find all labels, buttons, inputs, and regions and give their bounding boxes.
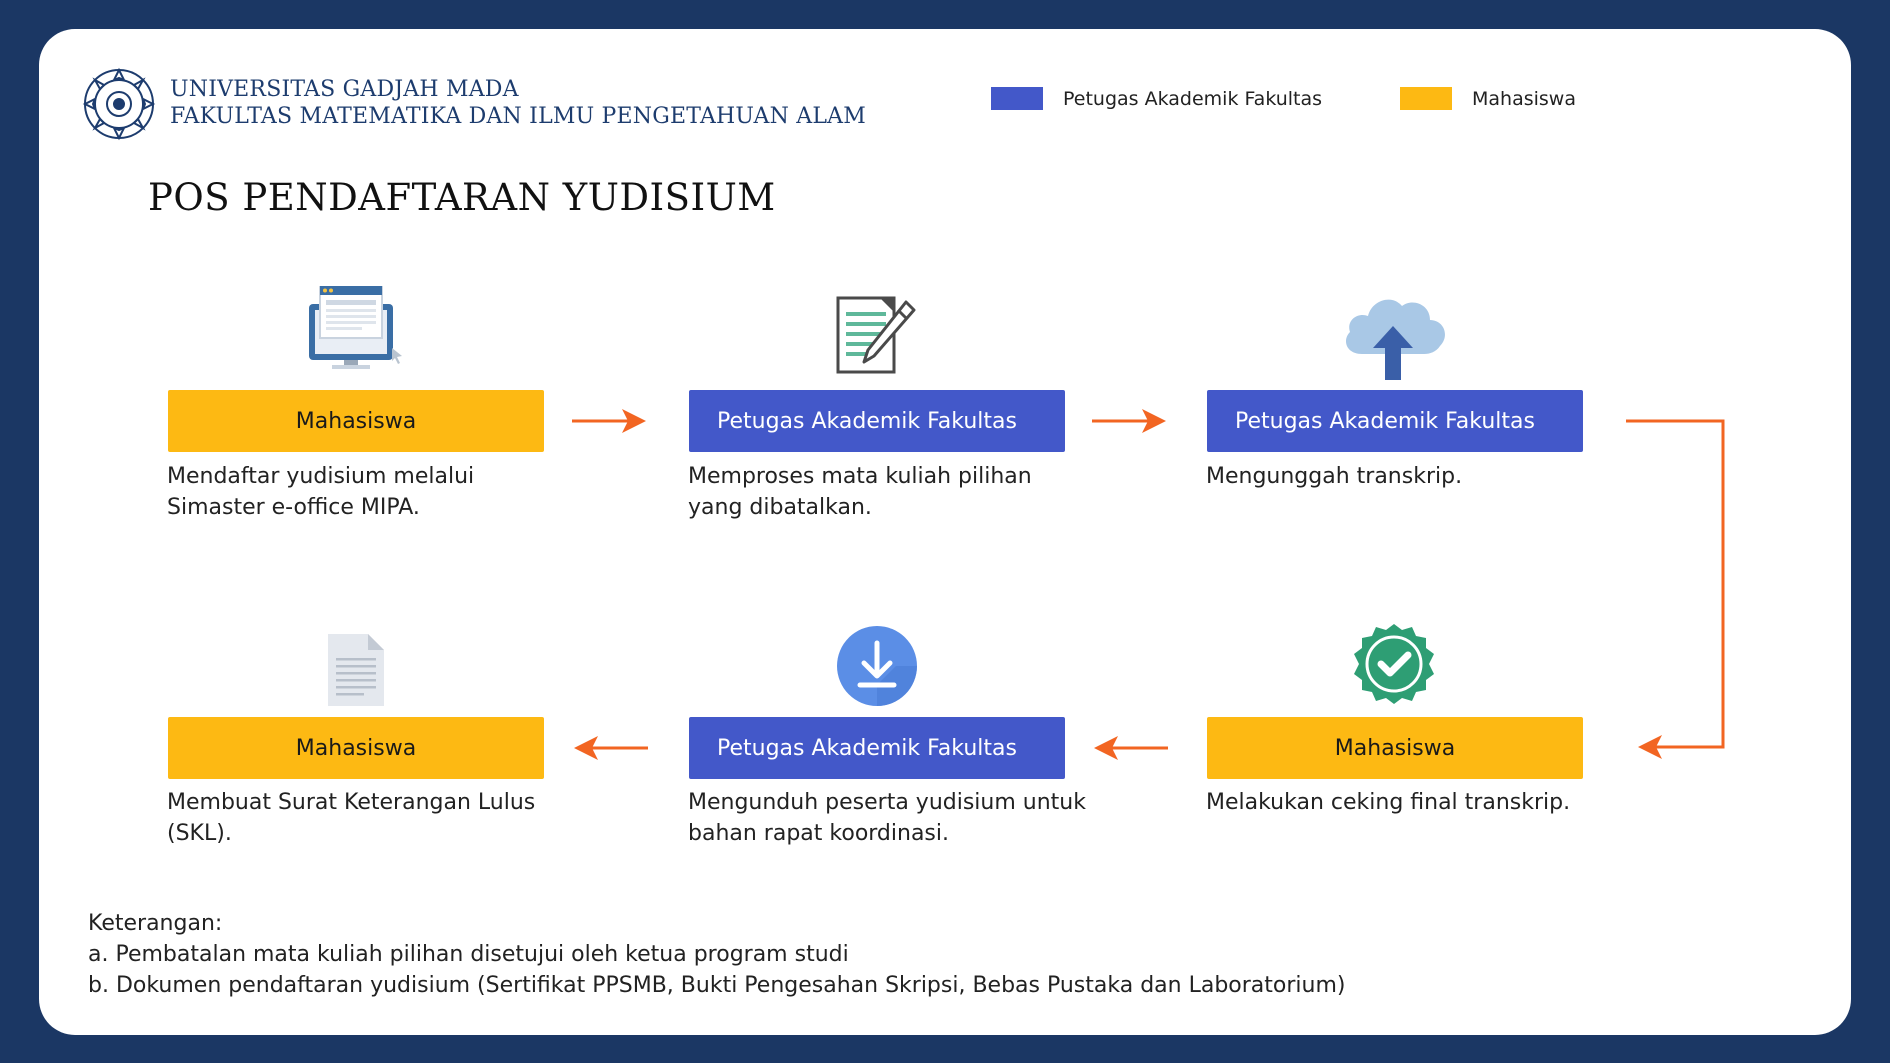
cloud-upload-icon	[1340, 290, 1450, 382]
step-3-description	[1206, 461, 1646, 492]
arrow-left-2	[570, 731, 648, 765]
step-1-desc-line-1: Mendaftar yudisium melalui	[167, 464, 475, 489]
diagram-title: POS PENDAFTARAN YUDISIUM	[148, 176, 776, 219]
step-2-desc-line-2: yang dibatalkan.	[688, 495, 872, 520]
step-1-desc-line-2: Simaster e-office MIPA.	[167, 495, 420, 520]
computer-monitor-icon	[306, 286, 406, 372]
step-2-description	[688, 461, 1128, 523]
institution-name	[170, 76, 866, 130]
note-item-a: a. Pembatalan mata kuliah pilihan disetujui oleh ketua program studi	[88, 942, 849, 967]
step-6-role-mahasiswa: Mahasiswa	[168, 717, 544, 779]
legend-swatch-mahasiswa	[1400, 87, 1452, 110]
step-2-desc-line-1: Memproses mata kuliah pilihan	[688, 464, 1032, 489]
step-4-description	[1206, 787, 1646, 818]
legend-swatch-petugas	[991, 87, 1043, 110]
arrow-connector-down	[1620, 408, 1730, 762]
legend-mahasiswa	[1400, 87, 1576, 110]
download-circle-icon	[836, 625, 918, 707]
notes-section	[88, 908, 1345, 1001]
step-5-role-petugas: Petugas Akademik Fakultas	[689, 717, 1065, 779]
document-file-icon	[326, 632, 386, 708]
step-5-description	[688, 787, 1128, 849]
notes-heading: Keterangan:	[88, 911, 223, 936]
note-item-b: b. Dokumen pendaftaran yudisium (Sertifikat PPSMB, Bukti Pengesahan Skripsi, Bebas Pustaka dan Laboratorium)	[88, 973, 1346, 998]
step-6-desc-line-1: Membuat Surat Keterangan Lulus (SKL).	[167, 790, 536, 846]
arrow-right-2	[1092, 404, 1170, 438]
step-3-desc-line-1: Mengunggah transkrip.	[1206, 464, 1463, 489]
arrow-left-1	[1090, 731, 1168, 765]
ugm-logo-icon	[82, 67, 156, 141]
university-name: UNIVERSITAS GADJAH MADA	[170, 77, 519, 102]
step-3-role-petugas: Petugas Akademik Fakultas	[1207, 390, 1583, 452]
check-badge-icon	[1352, 622, 1436, 706]
legend-label-petugas: Petugas Akademik Fakultas	[1063, 87, 1323, 110]
step-5-desc-line-2: bahan rapat koordinasi.	[688, 821, 950, 846]
document-pen-icon	[836, 296, 916, 376]
arrow-right-1	[572, 404, 650, 438]
step-2-role-petugas: Petugas Akademik Fakultas	[689, 390, 1065, 452]
step-1-role-mahasiswa: Mahasiswa	[168, 390, 544, 452]
step-6-description	[167, 787, 607, 849]
faculty-name: FAKULTAS MATEMATIKA DAN ILMU PENGETAHUAN ALAM	[170, 104, 866, 129]
step-1-description	[167, 461, 607, 523]
legend-petugas	[991, 87, 1322, 110]
step-4-role-mahasiswa: Mahasiswa	[1207, 717, 1583, 779]
step-4-desc-line-1: Melakukan ceking final transkrip.	[1206, 790, 1571, 815]
legend-label-mahasiswa: Mahasiswa	[1472, 87, 1576, 110]
step-5-desc-line-1: Mengunduh peserta yudisium untuk	[688, 790, 1086, 815]
